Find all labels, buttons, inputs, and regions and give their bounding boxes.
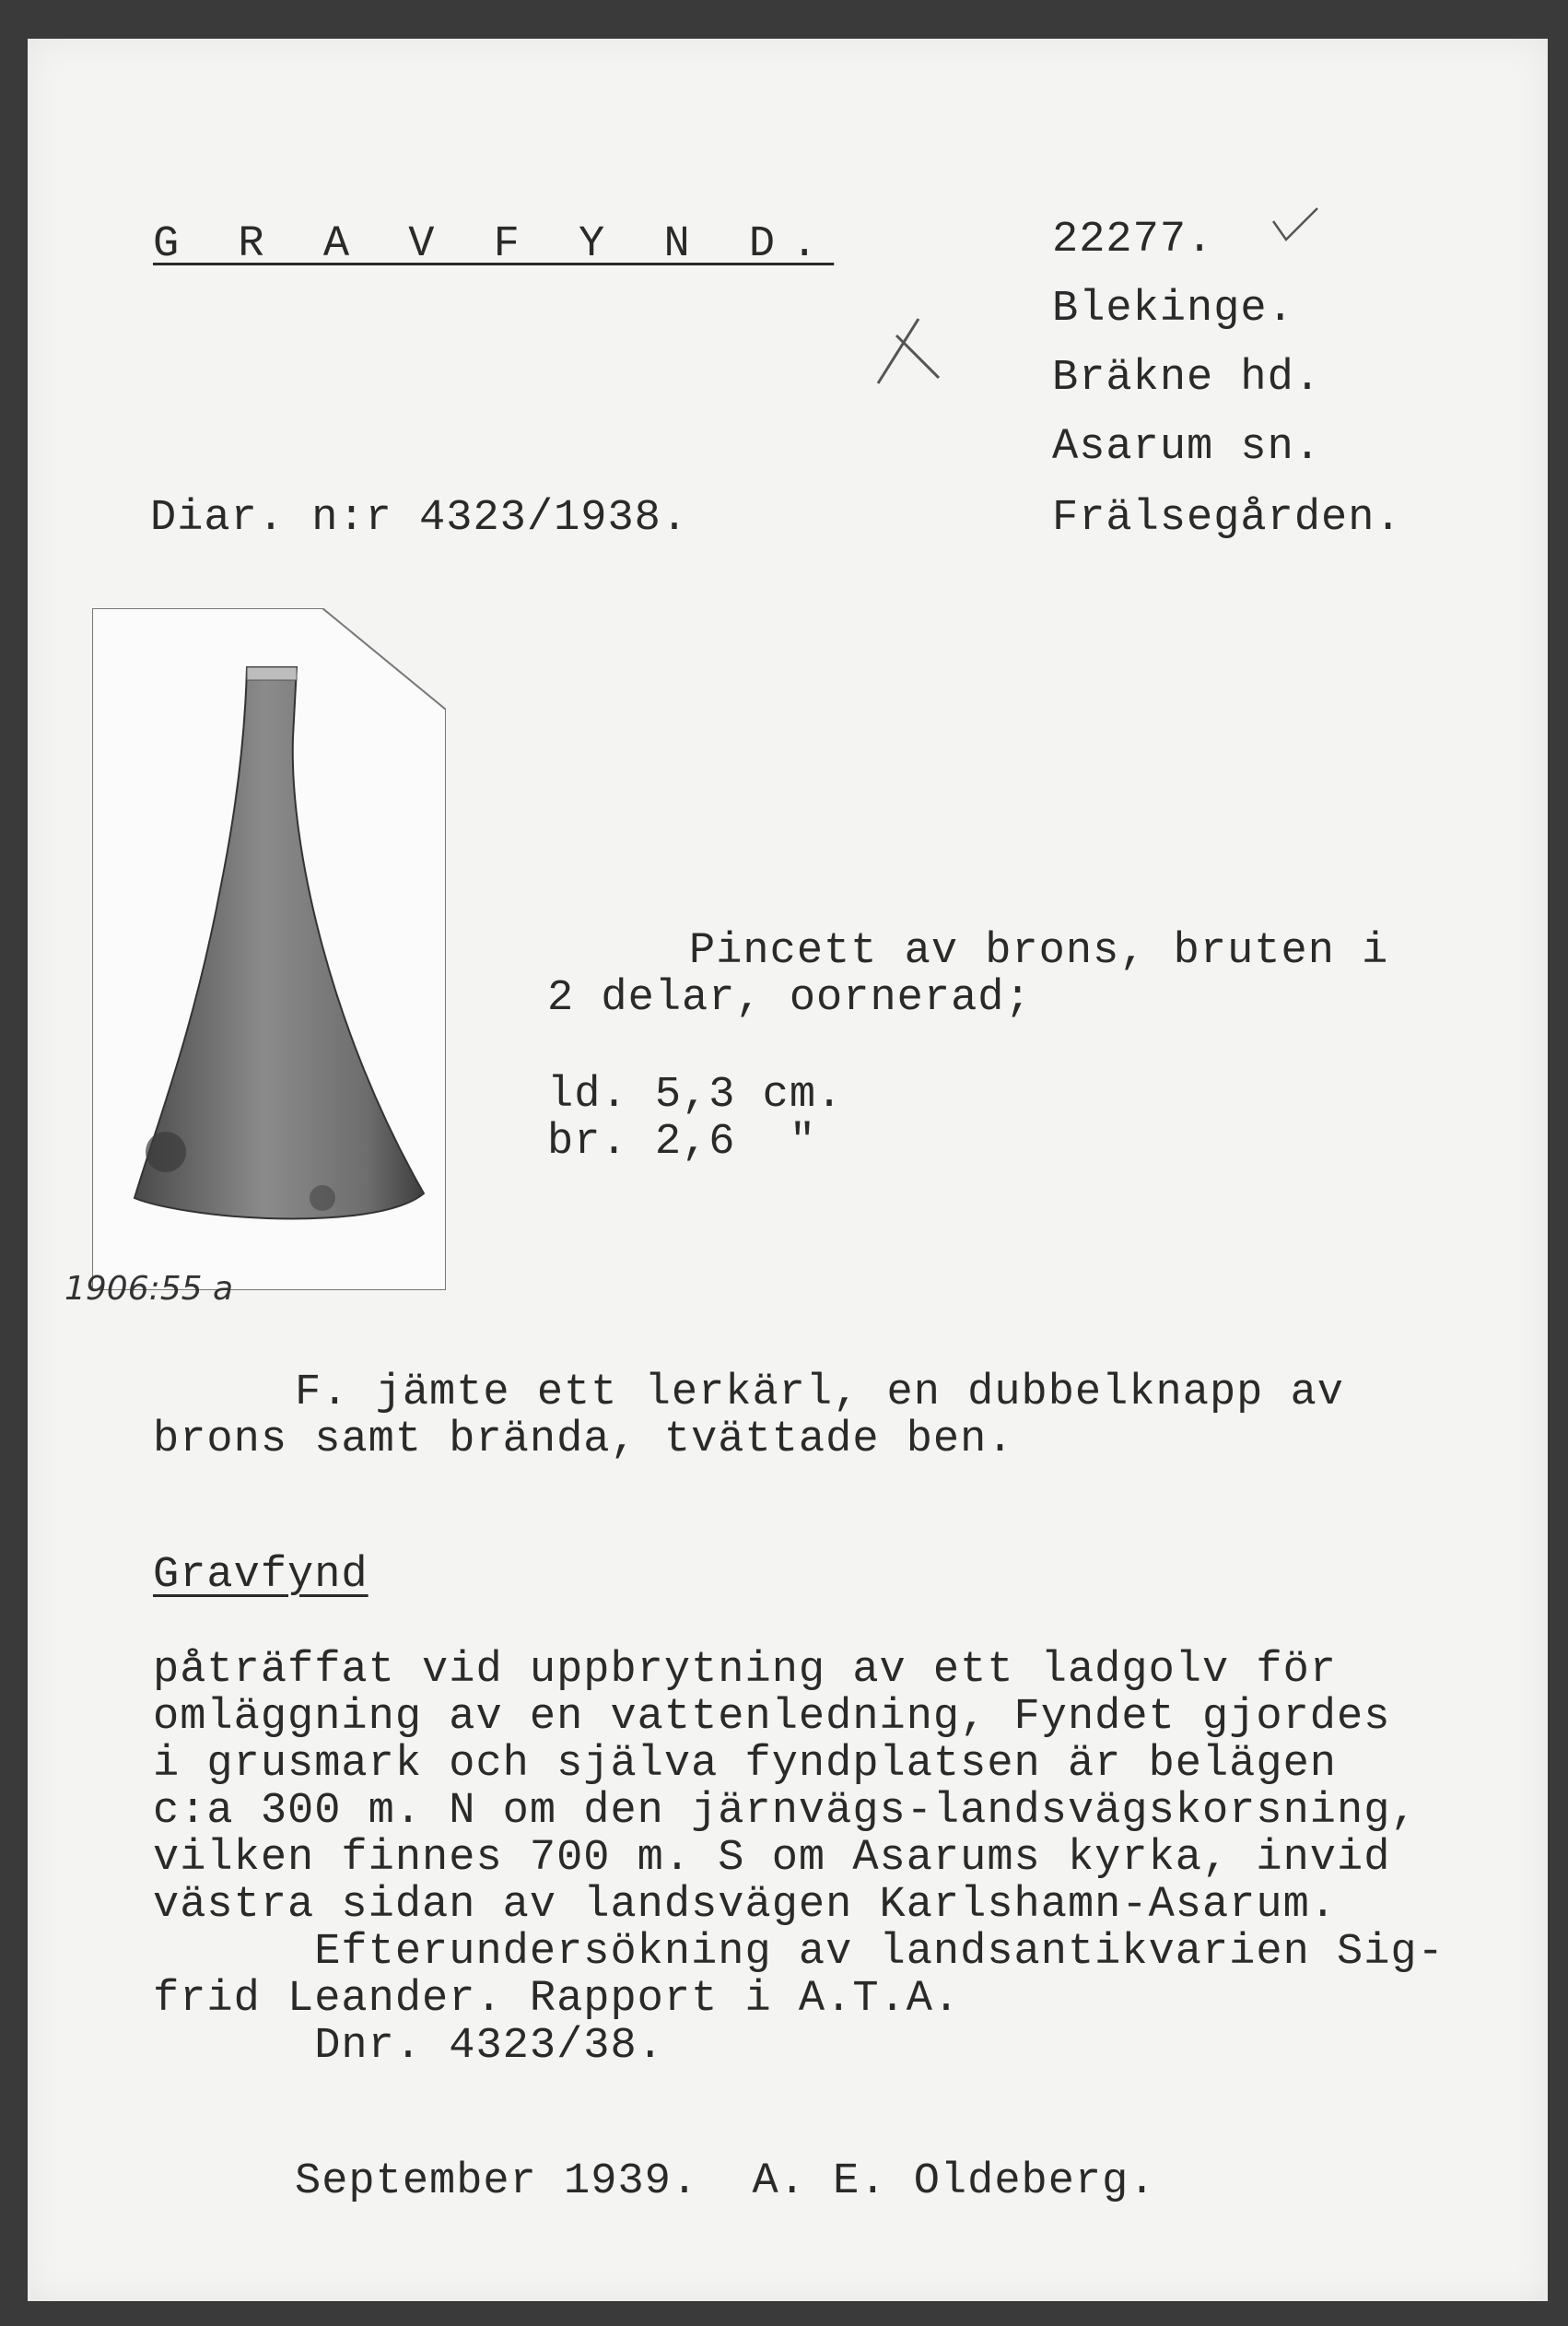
object-length: ld. 5,3 cm. xyxy=(547,1071,844,1120)
section-line: Efterundersökning av landsantikvarien Sig- xyxy=(153,1928,1445,1977)
find-description-1: F. jämte ett lerkärl, en dubbelknapp av xyxy=(295,1369,1344,1417)
check-mark xyxy=(1270,203,1325,249)
section-line: i grusmark och själva fyndplatsen är belägen xyxy=(153,1740,1338,1789)
cross-mark xyxy=(871,315,944,389)
section-line: frid Leander. Rapport i A.T.A. xyxy=(153,1975,961,2024)
section-line: Dnr. 4323/38. xyxy=(153,2022,664,2071)
diary-number: Diar. n:r 4323/1938. xyxy=(150,494,689,543)
tweezers-photo xyxy=(92,608,446,1290)
inventory-number: 22277. xyxy=(1052,216,1214,264)
location-landscape: Blekinge. xyxy=(1052,285,1294,334)
photo-label: 1906:55 a xyxy=(64,1270,234,1308)
section-line: c:a 300 m. N om den järnvägs-landsvägskorsning, xyxy=(153,1787,1418,1836)
find-description-2: brons samt brända, tvättade ben. xyxy=(153,1416,1014,1464)
section-line: omläggning av en vattenledning, Fyndet gjordes xyxy=(153,1693,1391,1742)
signature-line: September 1939. A. E. Oldeberg. xyxy=(295,2157,1156,2206)
section-line: påträffat vid uppbrytning av ett ladgolv för xyxy=(153,1646,1338,1695)
object-description-2: 2 delar, oornerad; xyxy=(547,974,1032,1023)
location-district: Bräkne hd. xyxy=(1052,354,1322,403)
location-parish: Asarum sn. xyxy=(1052,423,1322,472)
section-line: vilken finnes 700 m. S om Asarums kyrka, invid xyxy=(153,1834,1391,1883)
object-description-1: Pincett av brons, bruten i xyxy=(689,927,1389,976)
section-line: västra sidan av landsvägen Karlshamn-Asarum. xyxy=(153,1881,1338,1930)
object-width: br. 2,6 " xyxy=(547,1118,817,1167)
catalog-card xyxy=(28,39,1548,2301)
location-farm: Frälsegården. xyxy=(1052,494,1402,543)
section-heading: Gravfynd xyxy=(153,1551,369,1600)
card-title: G R A V F Y N D. xyxy=(153,220,835,269)
